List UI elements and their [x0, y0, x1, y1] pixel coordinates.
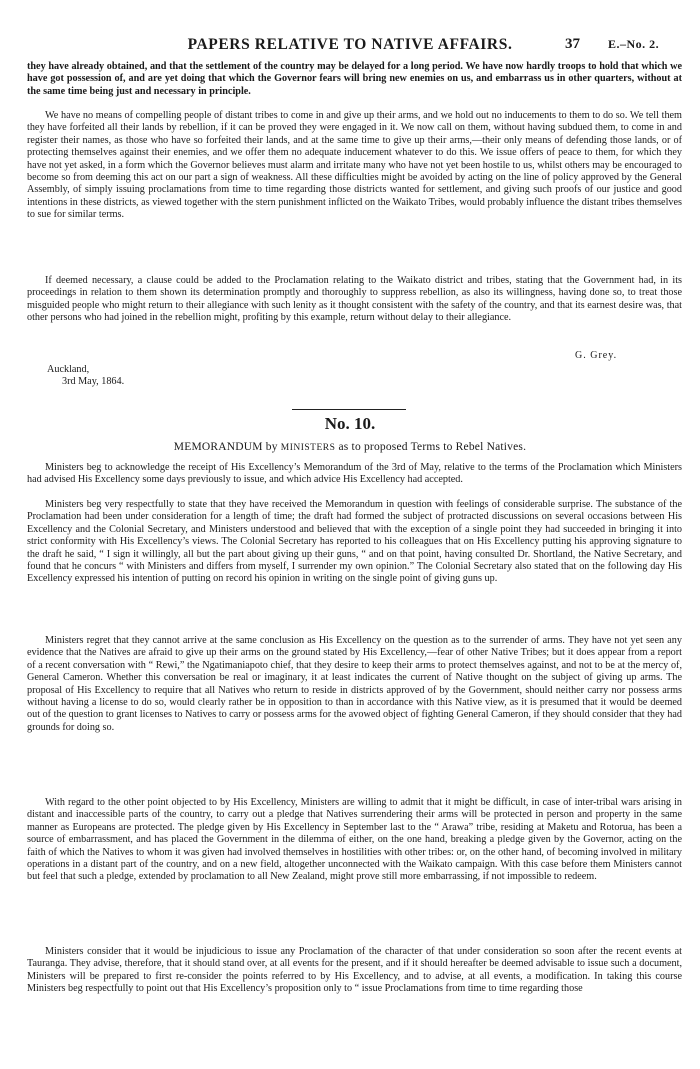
document-heading [0, 441, 700, 453]
document-number: No. 10. [324, 414, 376, 433]
paragraph-compelling: We have no means of compelling people of distant tribes to come in and give up their arms, and we hold out no inducements to them to do so. We tell them they have forfeited all their lands by rebellion, if it can be proved they were engaged in it. We now call on them, without having subdued them, to come in and register their names, as those who have so forfeited their lands, and at the same time to give up their arms,—their only means of defending those lands, or of protecting themselves against their enemies, and we offer them no adequate inducement whatever to do this. We issue offers of peace to them, for which they have not yet asked, in a form which the Governor believes must alarm and irritate many who have not yet been hostile to us, whilst others may be encouraged to become so from deeming this act on our part a sign of weakness. All these difficulties might be avoided by acting on the line of policy approved by the General Assembly, of simply issuing proclamations from time to time regarding those districts wanted for settlement, and giving such proofs of our justice and good intentions in these districts, as viewed together with the stern punishment inflicted on the Waikato Tribes, would probably influence the distant tribes themselves to sue for similar terms. [27, 110, 682, 221]
paragraph-clause: If deemed necessary, a clause could be added to the Proclamation relating to the Waikato district and tribes, stating that the Government had, in its proceedings in relation to them shown its determination promptly and thoroughly to suppress rebellion, as also its willingness, having done so, to treat those misguided people who might return to their allegiance with such lenity as it thought consistent with the safety of the country, and that its earnest desire was, that other persons who had joined in the rebellion might, profiting by this example, return without delay to their allegiance. [27, 275, 682, 324]
date: 3rd May, 1864. [62, 376, 125, 388]
paragraph-pledge: With regard to the other point objected to by His Excellency, Ministers are willing to admit that it might be difficult, in case of inter-tribal wars arising in distant and inaccessible parts of the country, to carry out a pledge that Natives surrendering their arms will be protected in person and property in the same manner as Europeans are protected. The pledge given by His Excellency in September last to the “ Arawa” tribe, residing at Maketu and Rotorua, has been a source of embarrassment, and has placed the Government in the dilemma of either, on the one hand, breaking a pledge given by the Governor, acting on the faith of which the Natives to whom it was given had involved themselves in hostilities with other tribes: or, on the other hand, of becoming involved in military operations in a distant part of the country, and on a new field, altogether unconnected with the Waikato campaign. With this case before them Ministers cannot but feel that such a pledge, extended by proclamation to all New Zealand, might prove still more embarrassing, if not impossible to redeem. [27, 797, 682, 883]
page-header [0, 36, 700, 56]
page-number: 37 [565, 36, 580, 52]
running-title: PAPERS RELATIVE TO NATIVE AFFAIRS. [187, 36, 513, 53]
document-reference: E.–No. 2. [608, 37, 660, 51]
paragraph-continuation: they have already obtained, and that the settlement of the country may be delayed for a long period. We have now hardly troops to hold that which we have got possession of, and are yet doing that which the Governor fears will bring new enemies on us, and embarrass us in other quarters, without at the same time being just and necessary in principle. [27, 61, 682, 97]
signature: G. Grey. [575, 350, 618, 361]
paragraph-arms: Ministers regret that they cannot arrive at the same conclusion as His Excellency on the question as to the surrender of arms. They have not yet seen any evidence that the Natives are afraid to give up their arms on the ground stated by His Excellency,—fear of other Native Tribes; but it does appear from a report of a recent conversation with “ Rewi,” the Ngatimaniapoto chief, that they desire to keep their arms to protect themselves against, and not to be at the mercy of, General Cameron. Whether this conversation be real or imaginary, it at least indicates the current of Native thought on the subject of giving up arms. The proposal of His Excellency to require that all Natives who return to reside in districts approved of by the Government, should neither carry nor possess arms without having a license to do so, would clearly rather be in opposition to than in accordance with this Native view, as it is presumed that it would be deemed out of the question to grant licenses to Natives to carry or possess arms for the avowed object of fighting General Cameron, if they should consider that they had grounds for doing so. [27, 635, 682, 733]
heading-main: MEMORANDUM [173, 441, 263, 453]
paragraph-surprise: Ministers beg very respectfully to state that they have received the Memorandum in question with feelings of considerable surprise. The substance of the Proclamation had been under consideration for a length of time; the draft had formed the subject of protracted discussions on several occasions between His Excellency and the Colonial Secretary, and Ministers understood and believed that with the exception of a single point they had succeeded in bringing it into strict conformity with His Excellency’s views. The Colonial Secretary has reported to his colleagues that on His Excellency putting his approving signature to the draft he said, “ I sign it willingly, all but the part about giving up their guns, “ and on that point, having consulted Dr. Shortland, the Native Secretary, and found that he concurs “ with Ministers and differs from myself, I surrender my own opinion.” The Colonial Secretary also stated that on the following day His Excellency expressed his intention of putting on record his opinion in writing on the single point of giving guns up. [27, 499, 682, 585]
section-divider [292, 409, 406, 410]
paragraph-acknowledge: Ministers beg to acknowledge the receipt of His Excellency’s Memorandum of the 3rd of May, relative to the terms of the Proclamation which Ministers had advised His Excellency some days previously to issue, and which advice His Excellency had accepted. [27, 462, 682, 486]
heading-rest: as to proposed Terms to Rebel Natives. [338, 441, 527, 453]
place: Auckland, [47, 364, 90, 375]
heading-smallcaps: MINISTERS [280, 443, 336, 453]
place-date [47, 364, 124, 389]
heading-by: by [265, 441, 278, 453]
paragraph-injudicious: Ministers consider that it would be injudicious to issue any Proclamation of the character of that under consideration so soon after the recent events at Tauranga. They advise, therefore, that it should stand over, at all events for the present, and if it should hereafter be deemed advisable to issue such a document, Ministers will be prepared to first re-consider the points referred to by His Excellency, and to advise, at all events, a modification. In taking this course Ministers beg respectfully to point out that His Excellency’s proposition only to “ issue Proclamations from time to time regarding those [27, 946, 682, 995]
